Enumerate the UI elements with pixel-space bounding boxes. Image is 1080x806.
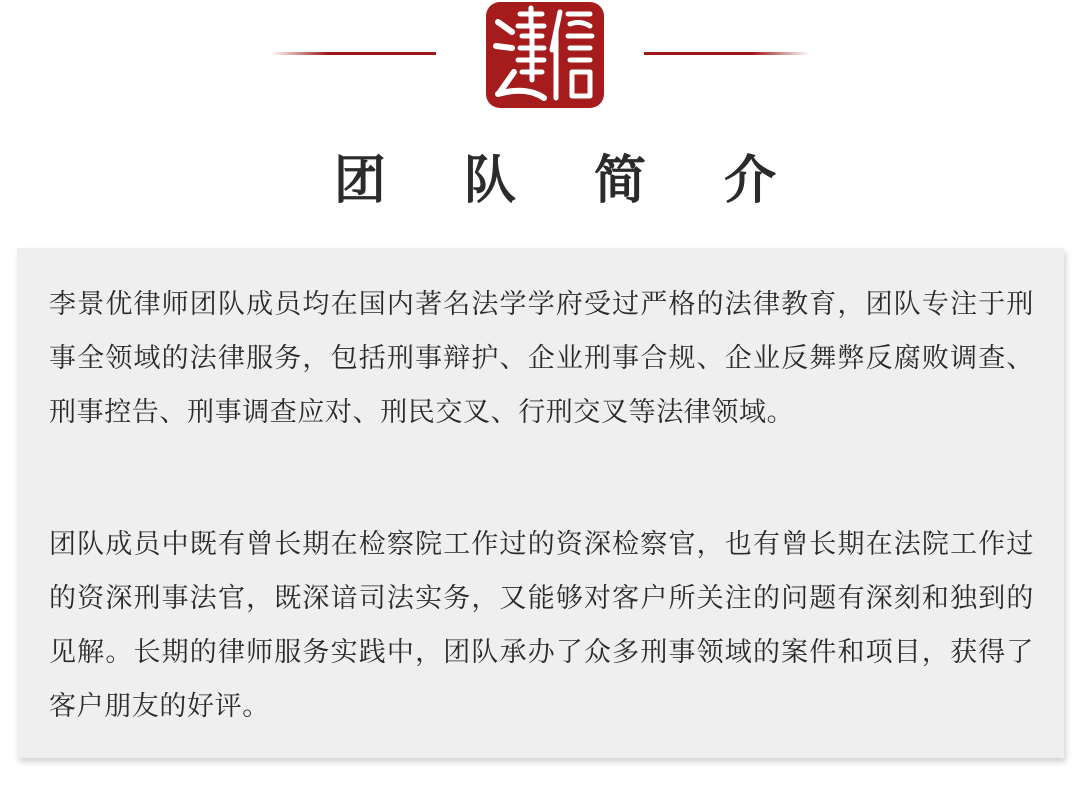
section-header: [0, 0, 1080, 240]
decorative-rule-right: [644, 52, 810, 55]
team-intro-panel: [17, 248, 1064, 758]
seal-stamp-logo: [486, 2, 604, 108]
intro-paragraph-2: 团队成员中既有曾长期在检察院工作过的资深检察官，也有曾长期在法院工作过的资深刑事法官，既深谙司法实务，又能够对客户所关注的问题有深刻和独到的见解。长期的律师服务实践中，团队承办了众多刑事领域的案件和项目，获得了客户朋友的好评。: [49, 529, 1034, 722]
decorative-rule-left: [270, 52, 436, 55]
intro-paragraph-1: 李景优律师团队成员均在国内著名法学学府受过严格的法律教育，团队专注于刑事全领域的法律服务，包括刑事辩护、企业刑事合规、企业反舞弊反腐败调查、刑事控告、刑事调查应对、刑民交叉、行刑交叉等法律领域。: [49, 289, 1034, 428]
page-title: 团 队 简 介: [333, 150, 807, 211]
